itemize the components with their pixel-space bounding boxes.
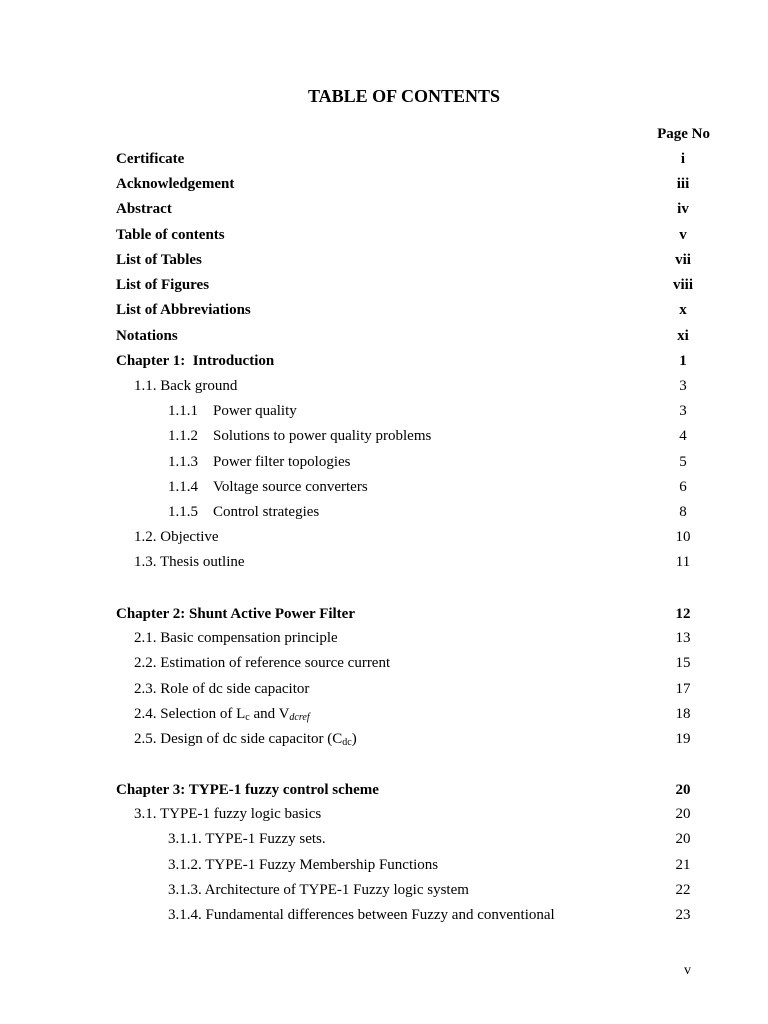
toc-title: Control strategies (213, 504, 320, 520)
toc-entry-2-5[interactable] (0, 727, 768, 751)
toc-entry-list-of-tables[interactable] (0, 248, 768, 272)
toc-label: 2.3. Role of dc side capacitor (134, 681, 310, 697)
toc-label: Table of contents (116, 227, 225, 243)
toc-label: 3.1.1. TYPE-1 Fuzzy sets. (168, 831, 326, 847)
toc-label: 3.1.4. Fundamental differences between Fuzzy and conventional (168, 907, 555, 923)
toc-entry-1-2[interactable] (0, 525, 768, 549)
toc-entry-3-1-3[interactable] (0, 878, 768, 902)
toc-page: 10 (675, 529, 691, 545)
toc-label: List of Abbreviations (116, 302, 251, 318)
toc-page: 17 (675, 681, 691, 697)
toc-page: v (679, 227, 687, 243)
toc-page: viii (672, 277, 693, 293)
toc-page: 11 (675, 554, 691, 570)
toc-page: 8 (679, 504, 687, 520)
page-title: TABLE OF CONTENTS (307, 86, 501, 106)
toc-page: xi (677, 328, 689, 344)
toc-page: 20 (675, 831, 691, 847)
toc-page: 23 (675, 907, 691, 923)
toc-entry-table-of-contents[interactable] (0, 223, 768, 247)
toc-page: 1 (679, 353, 687, 369)
toc-entry-list-of-abbreviations[interactable] (0, 298, 768, 322)
toc-label: 3.1. TYPE-1 fuzzy logic basics (134, 806, 322, 822)
toc-entry-3-1[interactable] (0, 802, 768, 826)
toc-page: 22 (675, 882, 691, 898)
toc-page: i (680, 151, 686, 167)
toc-entry-2-3[interactable] (0, 677, 768, 701)
toc-label: 2.1. Basic compensation principle (134, 630, 338, 646)
toc-entry-3-1-2[interactable] (0, 853, 768, 877)
toc-label: List of Tables (116, 252, 202, 268)
toc-entry-abstract[interactable] (0, 197, 768, 221)
toc-label (168, 475, 368, 499)
toc-title: 2.5. Design of dc side capacitor (C (134, 731, 343, 747)
toc-entry-2-2[interactable] (0, 651, 768, 675)
toc-label (168, 399, 297, 423)
toc-label: Notations (116, 328, 178, 344)
toc-entry-chapter-1[interactable] (0, 349, 768, 373)
toc-page: x (679, 302, 687, 318)
toc-page: iii (676, 176, 690, 192)
toc-entry-1-1-2[interactable] (0, 424, 768, 448)
page-no-header: Page No (657, 126, 710, 142)
toc-title: Power filter topologies (213, 454, 351, 470)
toc-page: 3 (679, 378, 687, 394)
toc-page: 5 (679, 454, 687, 470)
toc-entry-1-1-1[interactable] (0, 399, 768, 423)
toc-entry-chapter-2[interactable] (0, 602, 768, 626)
toc-label: 3.1.3. Architecture of TYPE-1 Fuzzy logic system (168, 882, 469, 898)
toc-label: Chapter 2: Shunt Active Power Filter (116, 606, 355, 622)
toc-entry-list-of-figures[interactable] (0, 273, 768, 297)
toc-label: 1.2. Objective (134, 529, 219, 545)
toc-entry-2-4[interactable] (0, 702, 768, 726)
toc-page: 12 (675, 606, 691, 622)
toc-label (168, 500, 319, 524)
toc-entry-1-1-4[interactable] (0, 475, 768, 499)
toc-title: Solutions to power quality problems (213, 428, 432, 444)
toc-entry-1-1-5[interactable] (0, 500, 768, 524)
page-number-footer: v (684, 963, 691, 978)
toc-label (168, 424, 431, 448)
toc-entry-1-1-3[interactable] (0, 450, 768, 474)
toc-subscript: dc (342, 737, 352, 748)
toc-label: Abstract (116, 201, 172, 217)
toc-label: Certificate (116, 151, 185, 167)
toc-page: 4 (679, 428, 687, 444)
toc-label: 1.1. Back ground (134, 378, 238, 394)
toc-entry-notations[interactable] (0, 324, 768, 348)
toc-entry-acknowledgement[interactable] (0, 172, 768, 196)
toc-section-number: 1.1.3 (168, 454, 198, 470)
toc-page: 3 (679, 403, 687, 419)
toc-label (168, 450, 350, 474)
toc-label: 3.1.2. TYPE-1 Fuzzy Membership Functions (168, 857, 439, 873)
toc-page: 21 (675, 857, 691, 873)
toc-section-number: 1.1.2 (168, 428, 198, 444)
toc-label: Chapter 1: Introduction (116, 353, 275, 369)
toc-title: Voltage source converters (213, 479, 368, 495)
toc-title: and V (249, 706, 290, 722)
toc-title: 2.4. Selection of L (134, 706, 246, 722)
toc-page: 20 (675, 806, 691, 822)
toc-subscript: dcref (289, 712, 310, 723)
toc-label: 2.2. Estimation of reference source current (134, 655, 391, 671)
toc-page: 18 (675, 706, 691, 722)
toc-section-number: 1.1.1 (168, 403, 198, 419)
toc-entry-certificate[interactable] (0, 147, 768, 171)
toc-title: Power quality (213, 403, 297, 419)
toc-label: Chapter 3: TYPE-1 fuzzy control scheme (116, 782, 379, 798)
toc-label: 1.3. Thesis outline (134, 554, 245, 570)
toc-section-number: 1.1.4 (168, 479, 198, 495)
toc-label: Acknowledgement (116, 176, 235, 192)
toc-subscript: c (245, 712, 250, 723)
toc-page: 15 (675, 655, 691, 671)
toc-label (134, 727, 357, 751)
toc-page: 19 (675, 731, 691, 747)
toc-page: iv (677, 201, 689, 217)
toc-page: 20 (675, 782, 691, 798)
toc-page: vii (675, 252, 691, 268)
toc-entry-1-3[interactable] (0, 550, 768, 574)
toc-title: ) (351, 731, 357, 747)
toc-label (134, 702, 310, 726)
toc-entry-chapter-3[interactable] (0, 778, 768, 802)
toc-section-number: 1.1.5 (168, 504, 198, 520)
toc-page: 13 (675, 630, 691, 646)
toc-entry-1-1[interactable] (0, 374, 768, 398)
toc-entry-3-1-1[interactable] (0, 827, 768, 851)
toc-entry-3-1-4[interactable] (0, 903, 768, 927)
toc-entry-2-1[interactable] (0, 626, 768, 650)
toc-label: List of Figures (116, 277, 210, 293)
toc-page: 6 (679, 479, 687, 495)
